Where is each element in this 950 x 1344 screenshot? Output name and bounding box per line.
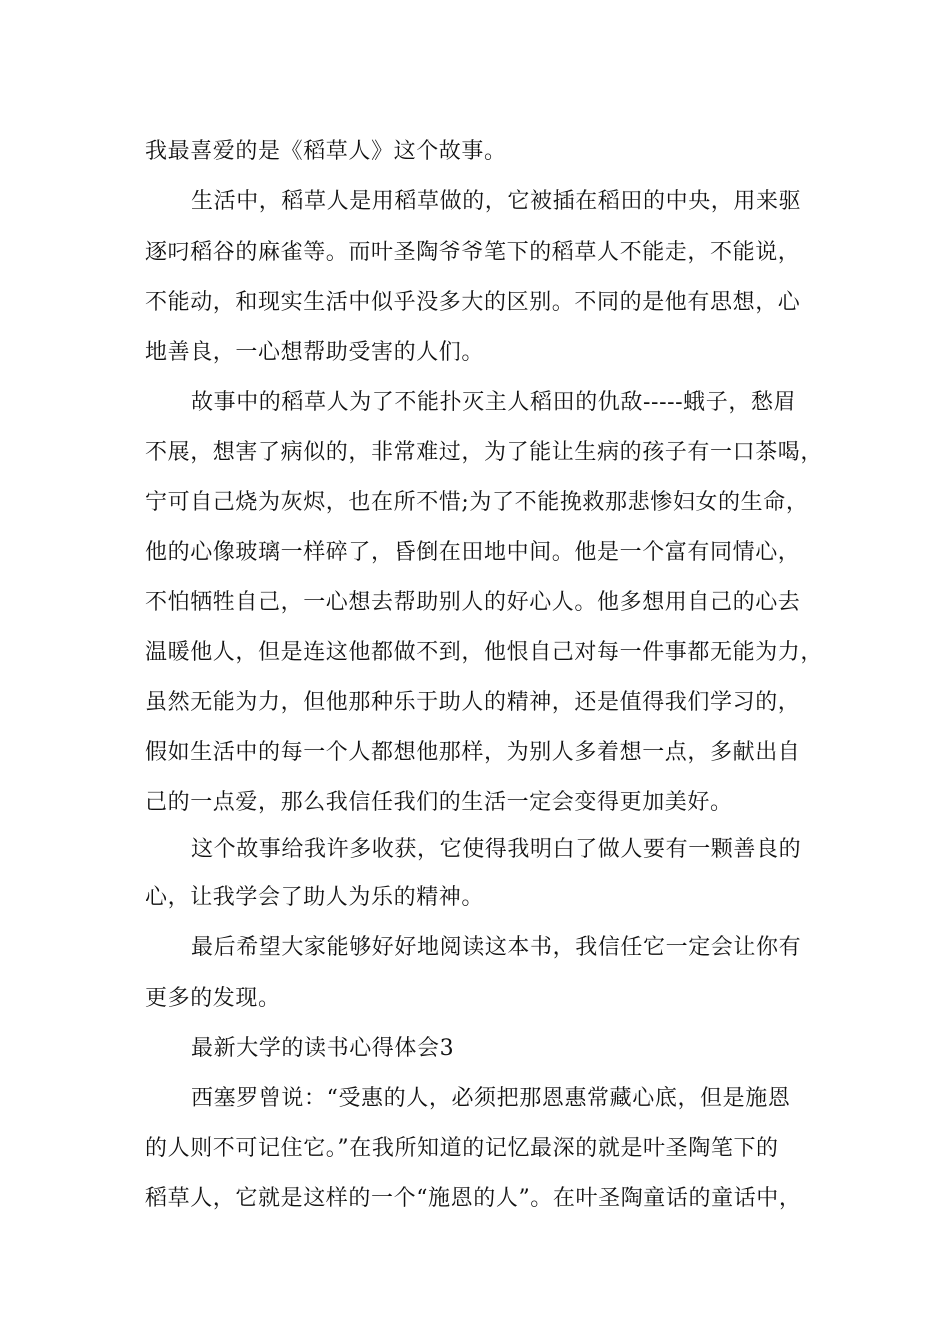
body-text-line: 逐叼稻谷的麻雀等。而叶圣陶爷爷笔下的稻草人不能走，不能说， [145,240,801,265]
body-text-line: 的人则不可记住它。”在我所知道的记忆最深的就是叶圣陶笔下的 [145,1136,779,1161]
body-text-line: 不展，想害了病似的，非常难过，为了能让生病的孩子有一口茶喝， [145,440,824,465]
body-text-line: 己的一点爱，那么我信任我们的生活一定会变得更加美好。 [145,790,733,815]
paragraph-first-line: 故事中的稻草人为了不能扑灭主人稻田的仇敌-----蛾子，愁眉 [191,390,797,415]
body-text-line: 我最喜爱的是《稻草人》这个故事。 [145,139,507,164]
paragraph-first-line: 最后希望大家能够好好地阅读这本书，我信任它一定会让你有 [191,935,802,960]
body-text-line: 心，让我学会了助人为乐的精神。 [145,885,485,910]
body-text-line: 温暖他人，但是连这他都做不到，他恨自己对每一件事都无能为力， [145,640,824,665]
body-text-line: 稻草人，它就是这样的一个“施恩的人”。在叶圣陶童话的童话中， [145,1186,802,1211]
body-text-line: 更多的发现。 [145,986,281,1011]
paragraph-first-line: 西塞罗曾说：“受惠的人，必须把那恩惠常藏心底，但是施恩 [191,1086,791,1111]
body-text-line: 宁可自己烧为灰烬，也在所不惜;为了不能挽救那悲惨妇女的生命， [145,490,809,515]
body-text-line: 虽然无能为力，但他那种乐于助人的精神，还是值得我们学习的， [145,690,801,715]
paragraph-first-line: 生活中，稻草人是用稻草做的，它被插在稻田的中央，用来驱 [191,189,802,214]
body-text-line: 假如生活中的每一个人都想他那样，为别人多着想一点，多献出自 [145,740,801,765]
section-heading: 最新大学的读书心得体会3 [191,1036,455,1061]
body-text-line: 不能动，和现实生活中似乎没多大的区别。不同的是他有思想，心 [145,290,801,315]
paragraph-first-line: 这个故事给我许多收获，它使得我明白了做人要有一颗善良的 [191,837,802,862]
body-text-line: 不怕牺牲自己，一心想去帮助别人的好心人。他多想用自己的心去 [145,590,801,615]
body-text-line: 他的心像玻璃一样碎了，昏倒在田地中间。他是一个富有同情心， [145,540,801,565]
body-text-line: 地善良，一心想帮助受害的人们。 [145,340,485,365]
